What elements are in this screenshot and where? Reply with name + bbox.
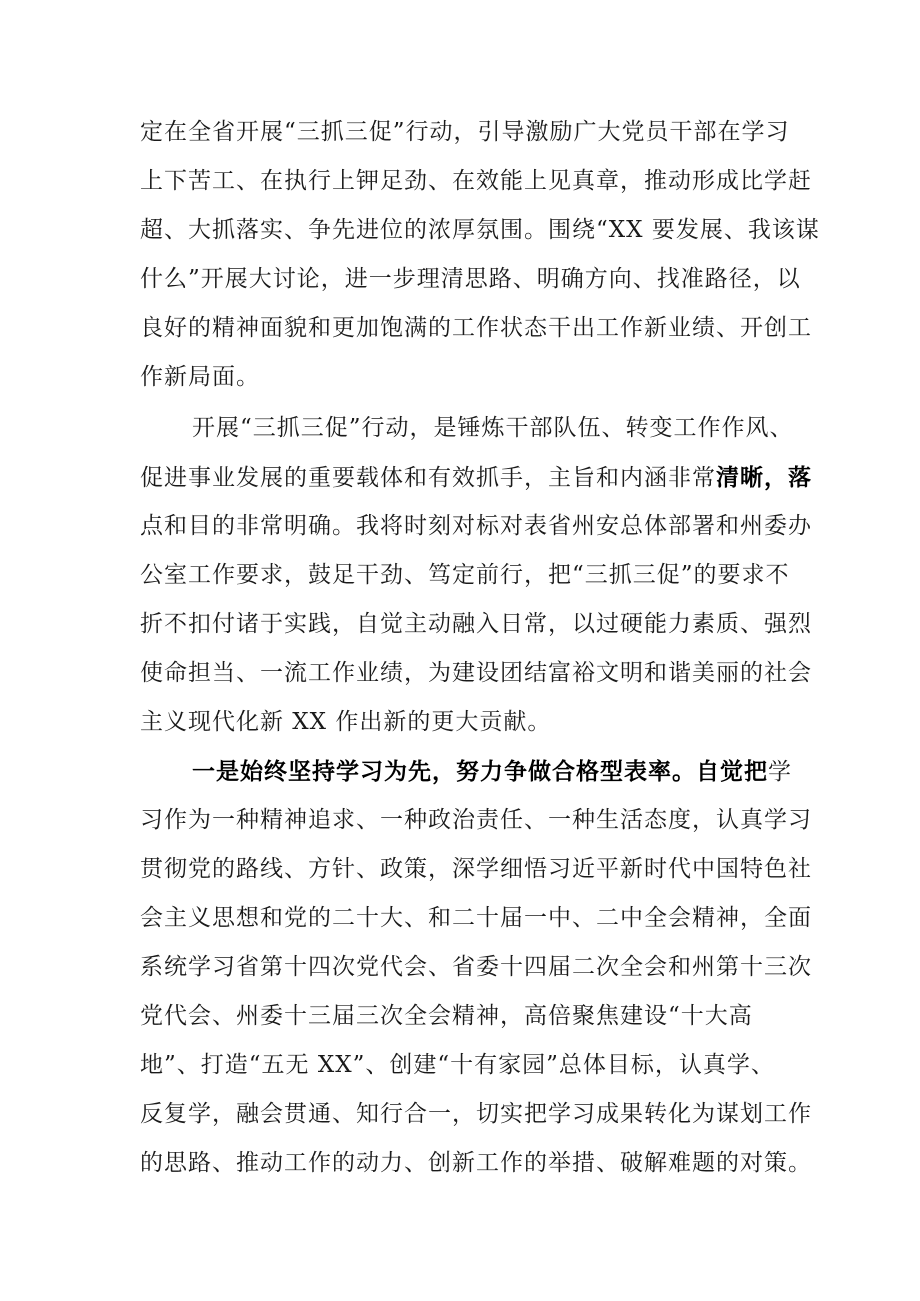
text-line (140, 453, 812, 502)
text-run: 促进事业发展的重要载体和有效抓手，主旨和内涵非常 (140, 465, 716, 491)
text-line: 使命担当、一流工作业绩，为建设团结富裕文明和谐美丽的社会 (140, 660, 812, 686)
text-line: 的思路、推动工作的动力、创新工作的举措、破解难题的对策。 (140, 1150, 812, 1176)
paragraph-3 (140, 747, 812, 1188)
text-line: 会主义思想和党的二十大、和二十届一中、二中全会精神，全面 (140, 905, 812, 931)
text-line: 地”、打造“五无 XX”、创建“十有家园”总体目标，认真学、 (140, 1052, 775, 1078)
text-line: 超、大抓落实、争先进位的浓厚氛围。围绕“XX 要发展、我该谋 (140, 217, 820, 243)
text-line: 习作为一种精神追求、一种政治责任、一种生活态度，认真学习 (140, 807, 812, 833)
text-line: 折不扣付诸于实践，自觉主动融入日常，以过硬能力素质、强烈 (140, 611, 812, 637)
text-line: 什么”开展大讨论，进一步理清思路、明确方向、找准路径，以 (140, 266, 801, 292)
text-line: 系统学习省第十四次党代会、省委十四届二次全会和州第十三次 (140, 954, 812, 980)
paragraph-2 (140, 404, 812, 747)
text-line: 党代会、州委十三届三次全会精神，高倍聚焦建设“十大高 (140, 1003, 753, 1029)
text-line: 主义现代化新 XX 作出新的更大贡献。 (140, 709, 552, 735)
text-line: 反复学，融会贯通、知行合一，切实把学习成果转化为谋划工作 (140, 1101, 812, 1127)
text-line: 贯彻党的路线、方针、政策，深学细悟习近平新时代中国特色社 (140, 856, 812, 882)
text-line: 定在全省开展“三抓三促”行动，引导激励广大党员干部在学习 (140, 119, 790, 145)
text-line: 良好的精神面貌和更加饱满的工作状态干出工作新业绩、开创工 (140, 315, 812, 341)
text-run: 学 (768, 759, 792, 785)
text-line: 上下苦工、在执行上钾足劲、在效能上见真章，推动形成比学赶 (140, 168, 812, 194)
paragraph-1 (140, 108, 820, 402)
text-line: 公室工作要求，鼓足干劲、笃定前行，把“三抓三促”的要求不 (140, 562, 790, 588)
bold-text-run: 清晰，落 (716, 464, 812, 491)
text-line: 作新局面。 (140, 364, 260, 390)
bold-text-run: 一是始终坚持学习为先，努力争做合格型表率。自觉把 (192, 758, 768, 785)
text-line: 点和目的非常明确。我将时刻对标对表省州安总体部署和州委办 (140, 513, 812, 539)
text-line: 开展“三抓三促”行动，是锤炼干部队伍、转变工作作风、 (192, 415, 794, 441)
text-line (140, 747, 800, 796)
